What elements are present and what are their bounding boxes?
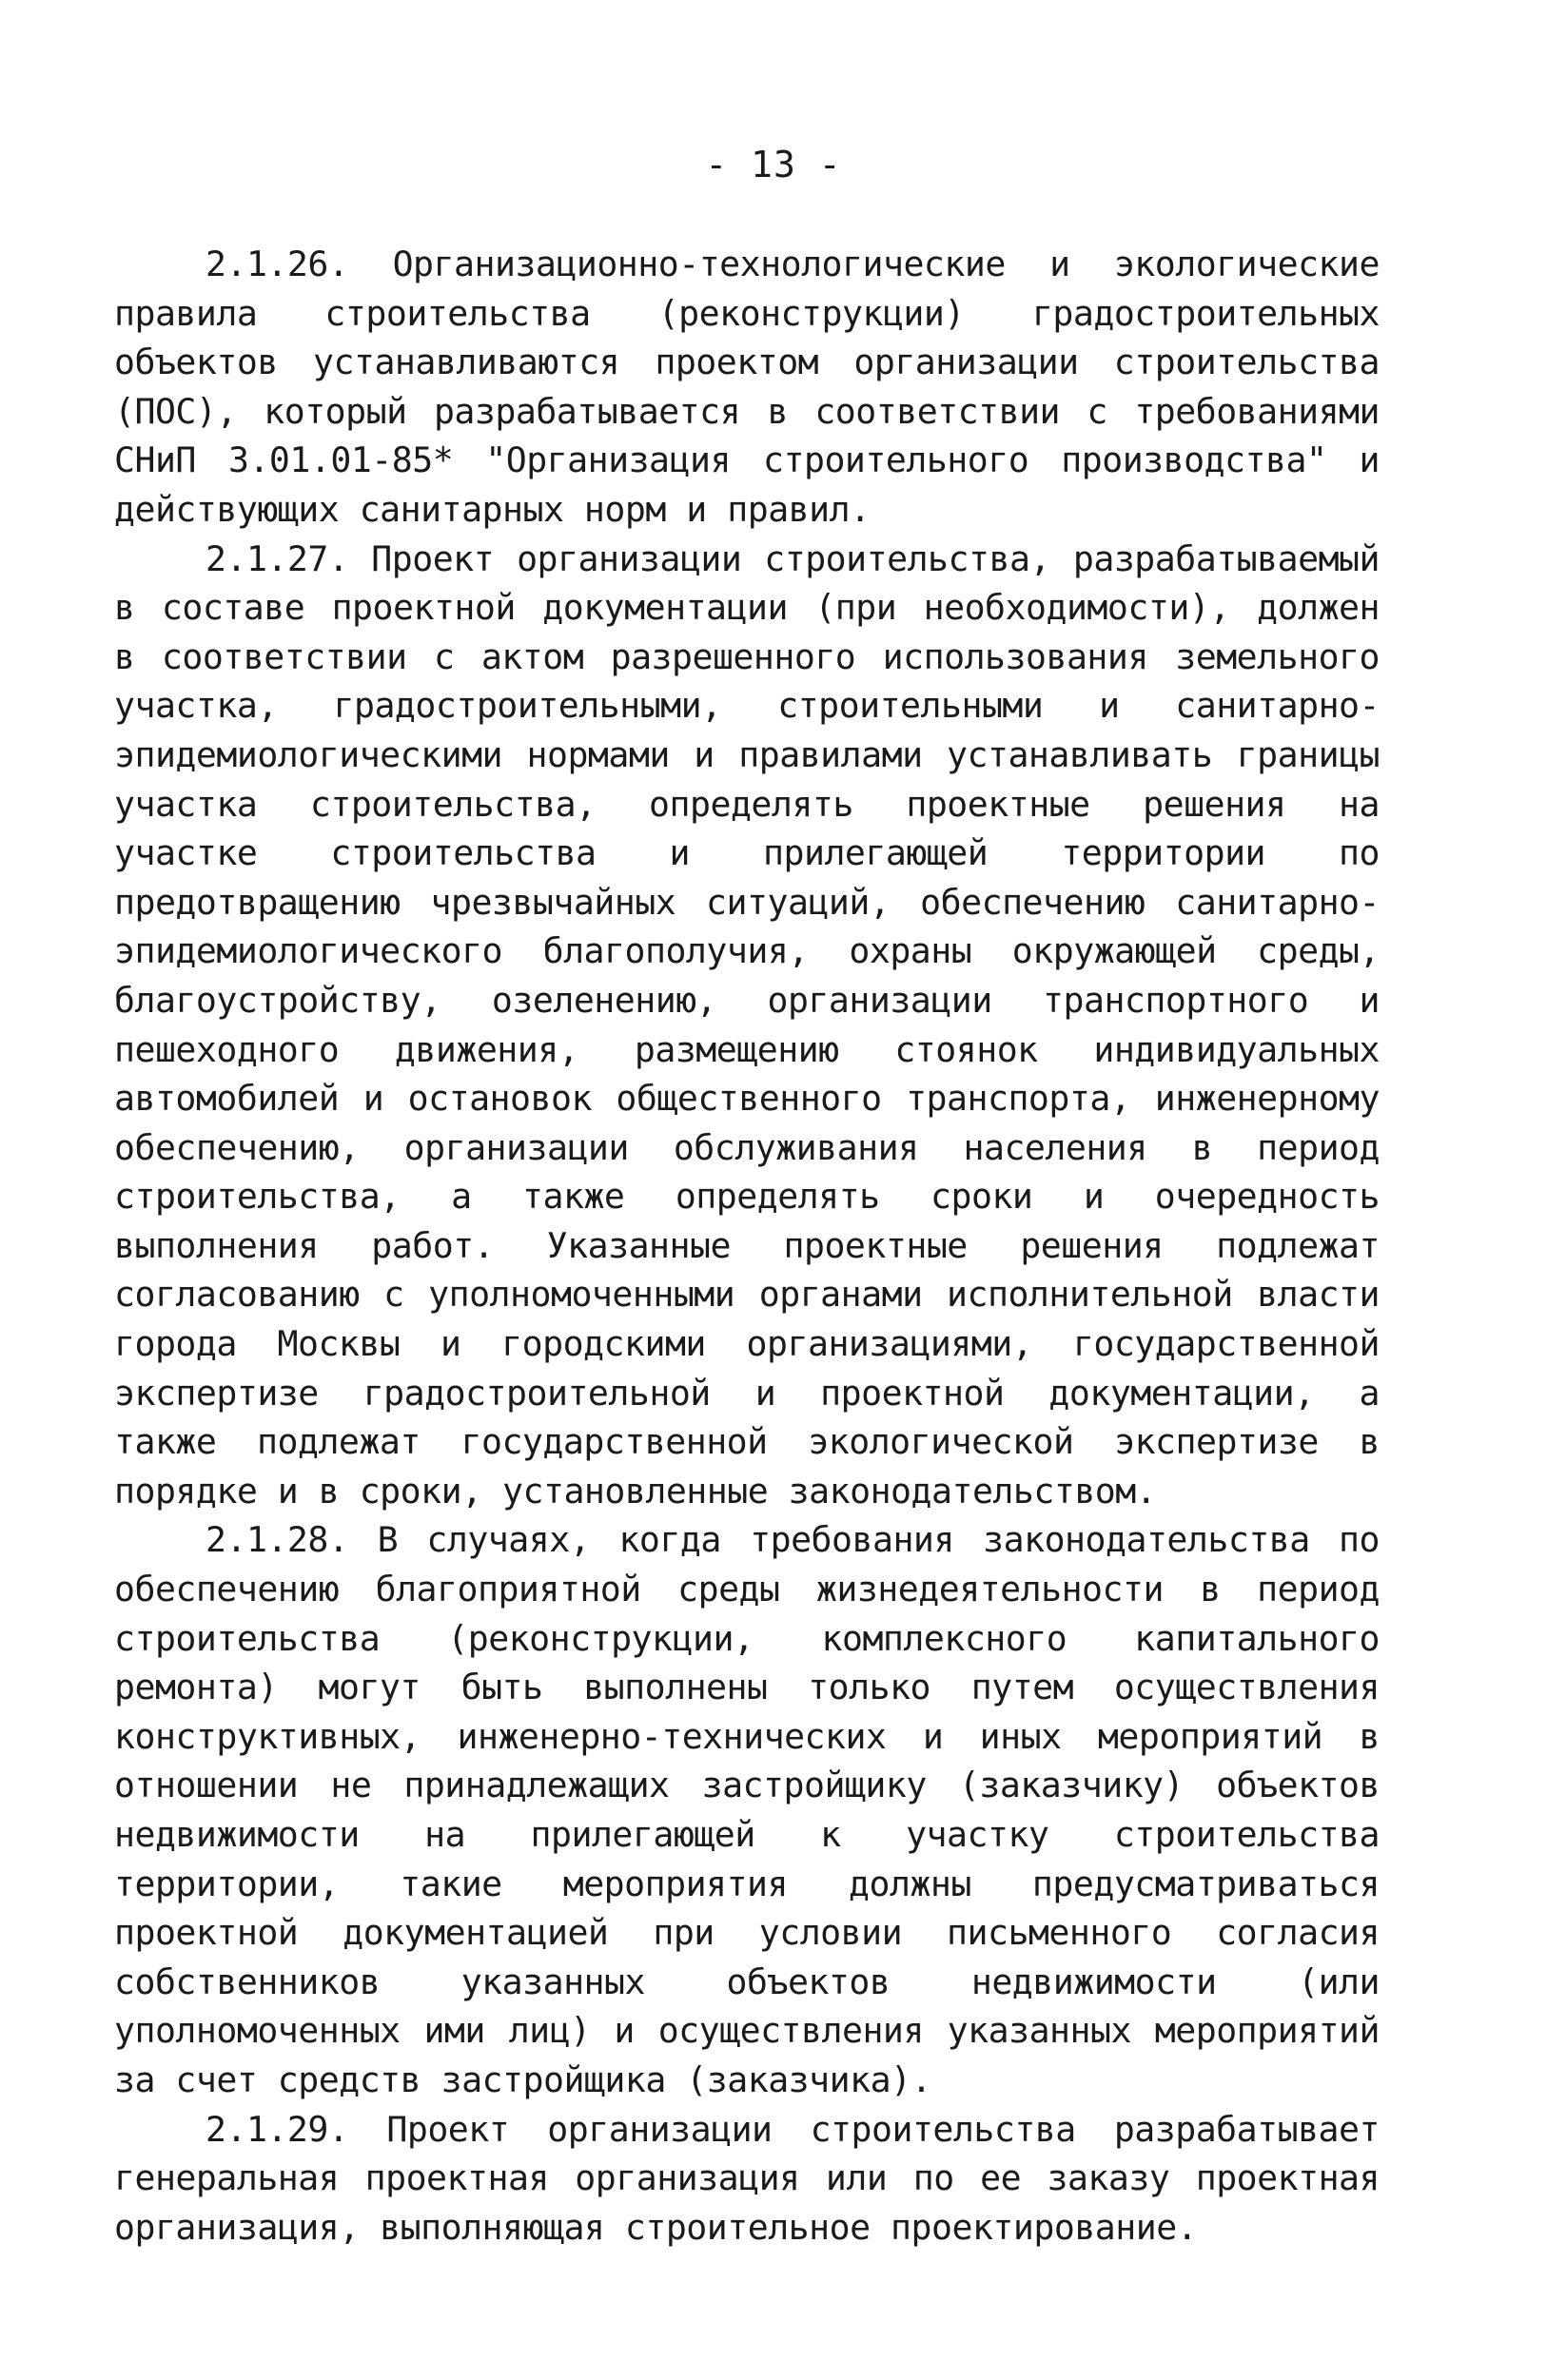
document-body (114, 240, 1380, 2252)
paragraph-2-1-26: 2.1.26. Организационно-технологические и экологические правила строительства (реконструкции) градостроительных объектов устанавливаются проектом организации строительства (ПОС), который разрабатывается в соответствии с требованиями СНиП 3.01.01-85* "Организация строительного производства" и действующих санитарных норм и правил. (114, 244, 1380, 530)
paragraph-2-1-28: 2.1.28. В случаях, когда требования законодательства по обеспечению благоприятной среды жизнедеятельности в период строительства (реконструкции, комплексного капитального ремонта) могут быть выполнены только путем осуществления конструктивных, инженерно-технических и иных мероприятий в отношении не принадлежащих застройщику (заказчику) объектов недвижимости на прилегающей к участку строительства территории, такие мероприятия должны предусматриваться проектной документацией при условии письменного согласия собственников указанных объектов недвижимости (или уполномоченных ими лиц) и осуществления указанных мероприятий за счет средств застройщика (заказчика). (114, 1519, 1380, 2100)
paragraph-2-1-27: 2.1.27. Проект организации строительства, разрабатываемый в составе проектной документации (при необходимости), должен в соответствии с актом разрешенного использования земельного участка, градостроительными, строительными и санитарно-эпидемиологическими нормами и правилами устанавливать границы участка строительства, определять проектные решения на участке строительства и прилегающей территории по предотвращению чрезвычайных ситуаций, обеспечению санитарно-эпидемиологического благополучия, охраны окружающей среды, благоустройству, озеленению, организации транспортного и пешеходного движения, размещению стоянок индивидуальных автомобилей и остановок общественного транспорта, инженерному обеспечению, организации обслуживания населения в период строительства, а также определять сроки и очередность выполнения работ. Указанные проектные решения подлежат согласованию с уполномоченными органами исполнительной власти города Москвы и городскими организациями, государственной экспертизе градостроительной и проектной документации, а также подлежат государственной экологической экспертизе в порядке и в сроки, установленные законодательством. (114, 537, 1380, 1512)
page-number: - 13 - (705, 144, 842, 185)
paragraph-2-1-29: 2.1.29. Проект организации строительства разрабатывает генеральная проектная организация или по ее заказу проектная организация, выполняющая строительное проектирование. (114, 2108, 1380, 2248)
